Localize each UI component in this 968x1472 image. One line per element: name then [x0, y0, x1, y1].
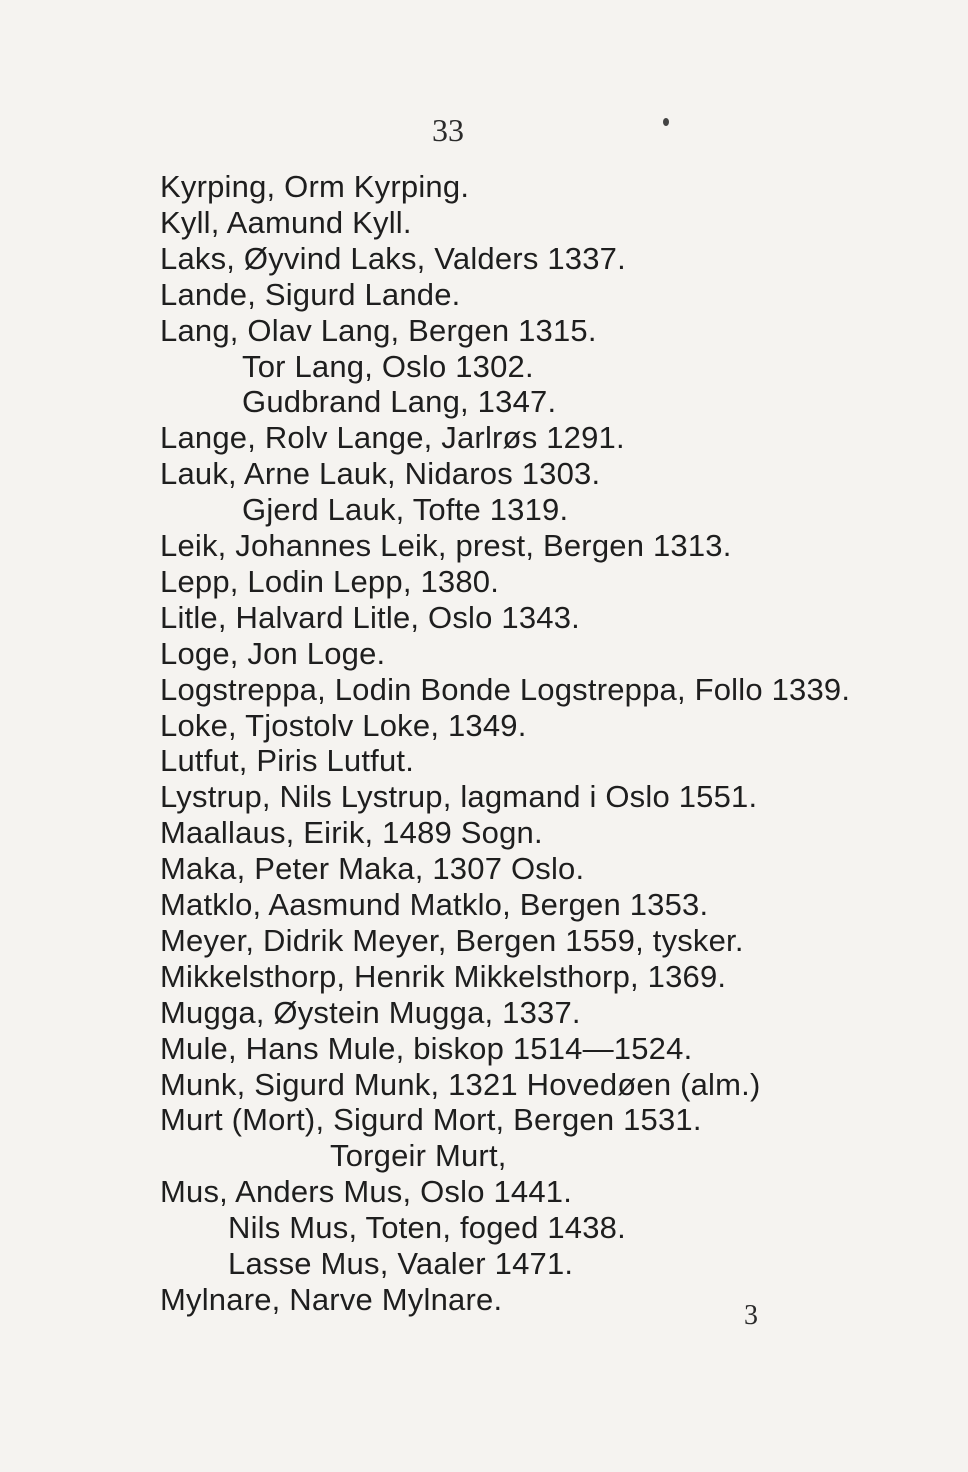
list-entry: Leik, Johannes Leik, prest, Bergen 1313.	[160, 528, 732, 563]
ink-speck	[663, 118, 669, 126]
list-entry: Nils Mus, Toten, foged 1438.	[228, 1210, 626, 1246]
list-entry: Kyrping, Orm Kyrping.	[160, 169, 470, 204]
list-entry: Meyer, Didrik Meyer, Bergen 1559, tysker.	[160, 922, 744, 958]
list-entry: Maallaus, Eirik, 1489 Sogn.	[160, 815, 543, 851]
list-entry: Mylnare, Narve Mylnare.	[160, 1281, 503, 1317]
list-entry: Mugga, Øystein Mugga, 1337.	[160, 994, 581, 1030]
list-entry: Lystrup, Nils Lystrup, lagmand i Oslo 1551.	[160, 779, 758, 815]
list-entry: Litle, Halvard Litle, Oslo 1343.	[160, 599, 580, 635]
list-entry: Munk, Sigurd Munk, 1321 Hovedøen (alm.)	[160, 1066, 761, 1102]
list-entry: Loke, Tjostolv Loke, 1349.	[160, 707, 527, 743]
list-entry: Tor Lang, Oslo 1302.	[242, 348, 534, 384]
list-entry: Matklo, Aasmund Matklo, Bergen 1353.	[160, 887, 709, 922]
list-entry: Lauk, Arne Lauk, Nidaros 1303.	[160, 456, 601, 492]
list-entry: Lande, Sigurd Lande.	[160, 276, 461, 312]
page-number: 33	[432, 112, 464, 148]
list-entry: Lasse Mus, Vaaler 1471.	[228, 1246, 574, 1281]
list-entry: Loge, Jon Loge.	[160, 635, 386, 671]
list-entry: Laks, Øyvind Laks, Valders 1337.	[160, 240, 626, 276]
list-entry: Mikkelsthorp, Henrik Mikkelsthorp, 1369.	[160, 958, 727, 994]
list-entry: Kyll, Aamund Kyll.	[160, 204, 412, 240]
signature-mark: 3	[744, 1300, 758, 1331]
list-entry: Gudbrand Lang, 1347.	[242, 384, 557, 420]
list-entry: Gjerd Lauk, Tofte 1319.	[242, 492, 569, 528]
list-entry: Mus, Anders Mus, Oslo 1441.	[160, 1174, 573, 1210]
list-entry: Lange, Rolv Lange, Jarlrøs 1291.	[160, 420, 625, 456]
list-entry: Maka, Peter Maka, 1307 Oslo.	[160, 851, 585, 887]
list-entry: Lepp, Lodin Lepp, 1380.	[160, 563, 500, 599]
list-entry: Murt (Mort), Sigurd Mort, Bergen 1531.	[160, 1102, 702, 1138]
list-entry: Lutfut, Piris Lutfut.	[160, 743, 415, 779]
list-entry: Logstreppa, Lodin Bonde Logstreppa, Follo 1339.	[160, 671, 851, 707]
list-entry: Lang, Olav Lang, Bergen 1315.	[160, 312, 597, 348]
list-entry: Torgeir Murt,	[330, 1138, 507, 1174]
list-entry: Mule, Hans Mule, biskop 1514—1524.	[160, 1030, 693, 1066]
